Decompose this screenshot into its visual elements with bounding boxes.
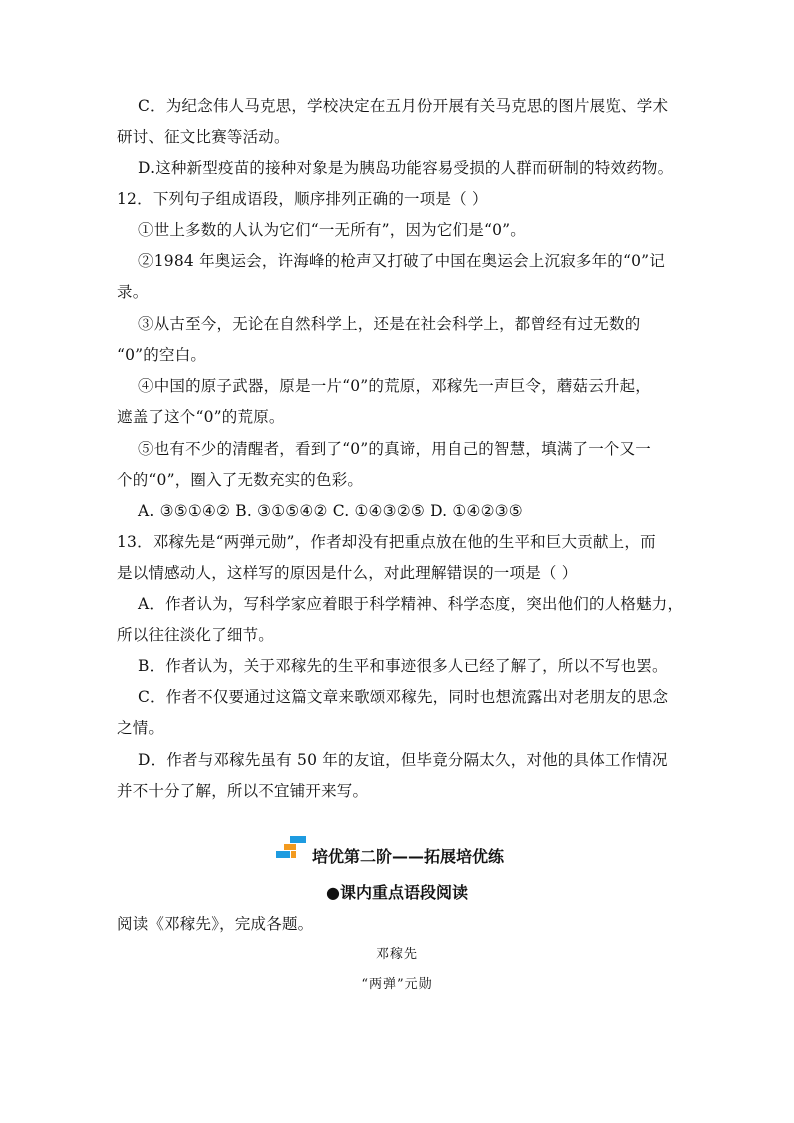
q12-sentence-3-line1: ③从古至今，无论在自然科学上，还是在社会科学上，都曾经有过无数的: [138, 315, 641, 333]
q12-options: A. ③⑤①④② B. ③①⑤④② C. ①④③②⑤ D. ①④②③⑤: [138, 502, 523, 520]
article-subtitle: “两弹”元勋: [361, 977, 433, 992]
q12-sentence-1: ①世上多数的人认为它们“一无所有”，因为它们是“0”。: [138, 221, 526, 239]
q13-stem-line2: 是以情感动人，这样写的原因是什么，对此理解错误的一项是（ ）: [117, 564, 578, 582]
q12-sentence-4-line1: ④中国的原子武器，原是一片“0”的荒原，邓稼先一声巨令，蘑菇云升起，: [138, 377, 652, 395]
reading-instruction: 阅读《邓稼先》，完成各题。: [117, 915, 314, 933]
q12-sentence-5-line1: ⑤也有不少的清醒者，看到了“0”的真谛，用自己的智慧，填满了一个又一: [138, 440, 652, 458]
q13-option-c-line1: C．作者不仅要通过这篇文章来歌颂邓稼先，同时也想流露出对老朋友的思念: [138, 688, 669, 706]
q13-option-a-line2: 所以往往淡化了细节。: [117, 626, 275, 644]
q12-stem: 12．下列句子组成语段，顺序排列正确的一项是（ ）: [117, 190, 488, 208]
q13-stem-line1: 13．邓稼先是“两弹元勋”，作者却没有把重点放在他的生平和巨大贡献上，而: [117, 533, 656, 551]
section-title: 培优第二阶——拓展培优练: [312, 847, 505, 866]
q13-option-c-line2: 之情。: [117, 719, 165, 737]
q11-option-c-line2: 研讨、征文比赛等活动。: [117, 128, 290, 146]
article-title: 邓稼先: [375, 947, 418, 962]
q13-option-d-line2: 并不十分了解，所以不宜铺开来写。: [117, 782, 369, 800]
section-subtitle: ●课内重点语段阅读: [326, 883, 468, 902]
q12-sentence-4-line2: 遮盖了这个“0”的荒原。: [117, 408, 285, 426]
q12-sentence-2-line1: ②1984 年奥运会，许海峰的枪声又打破了中国在奥运会上沉寂多年的“0”记: [138, 252, 665, 270]
q11-option-d: D.这种新型疫苗的接种对象是为胰岛功能容易受损的人群而研制的特效药物。: [138, 159, 674, 177]
section-logo-icon: [274, 834, 308, 862]
q13-option-d-line1: D．作者与邓稼先虽有 50 年的友谊，但毕竟分隔太久，对他的具体工作情况: [138, 751, 668, 769]
q12-sentence-2-line2: 录。: [117, 283, 149, 301]
q12-sentence-3-line2: “0”的空白。: [117, 346, 207, 364]
q12-sentence-5-line2: 个的“0”，圈入了无数充实的色彩。: [117, 471, 364, 489]
q13-option-a-line1: A．作者认为，写科学家应着眼于科学精神、科学态度，突出他们的人格魅力，: [138, 595, 684, 613]
q13-option-b: B．作者认为，关于邓稼先的生平和事迹很多人已经了解了，所以不写也罢。: [138, 657, 668, 675]
q11-option-c-line1: C．为纪念伟人马克思，学校决定在五月份开展有关马克思的图片展览、学术: [138, 97, 669, 115]
